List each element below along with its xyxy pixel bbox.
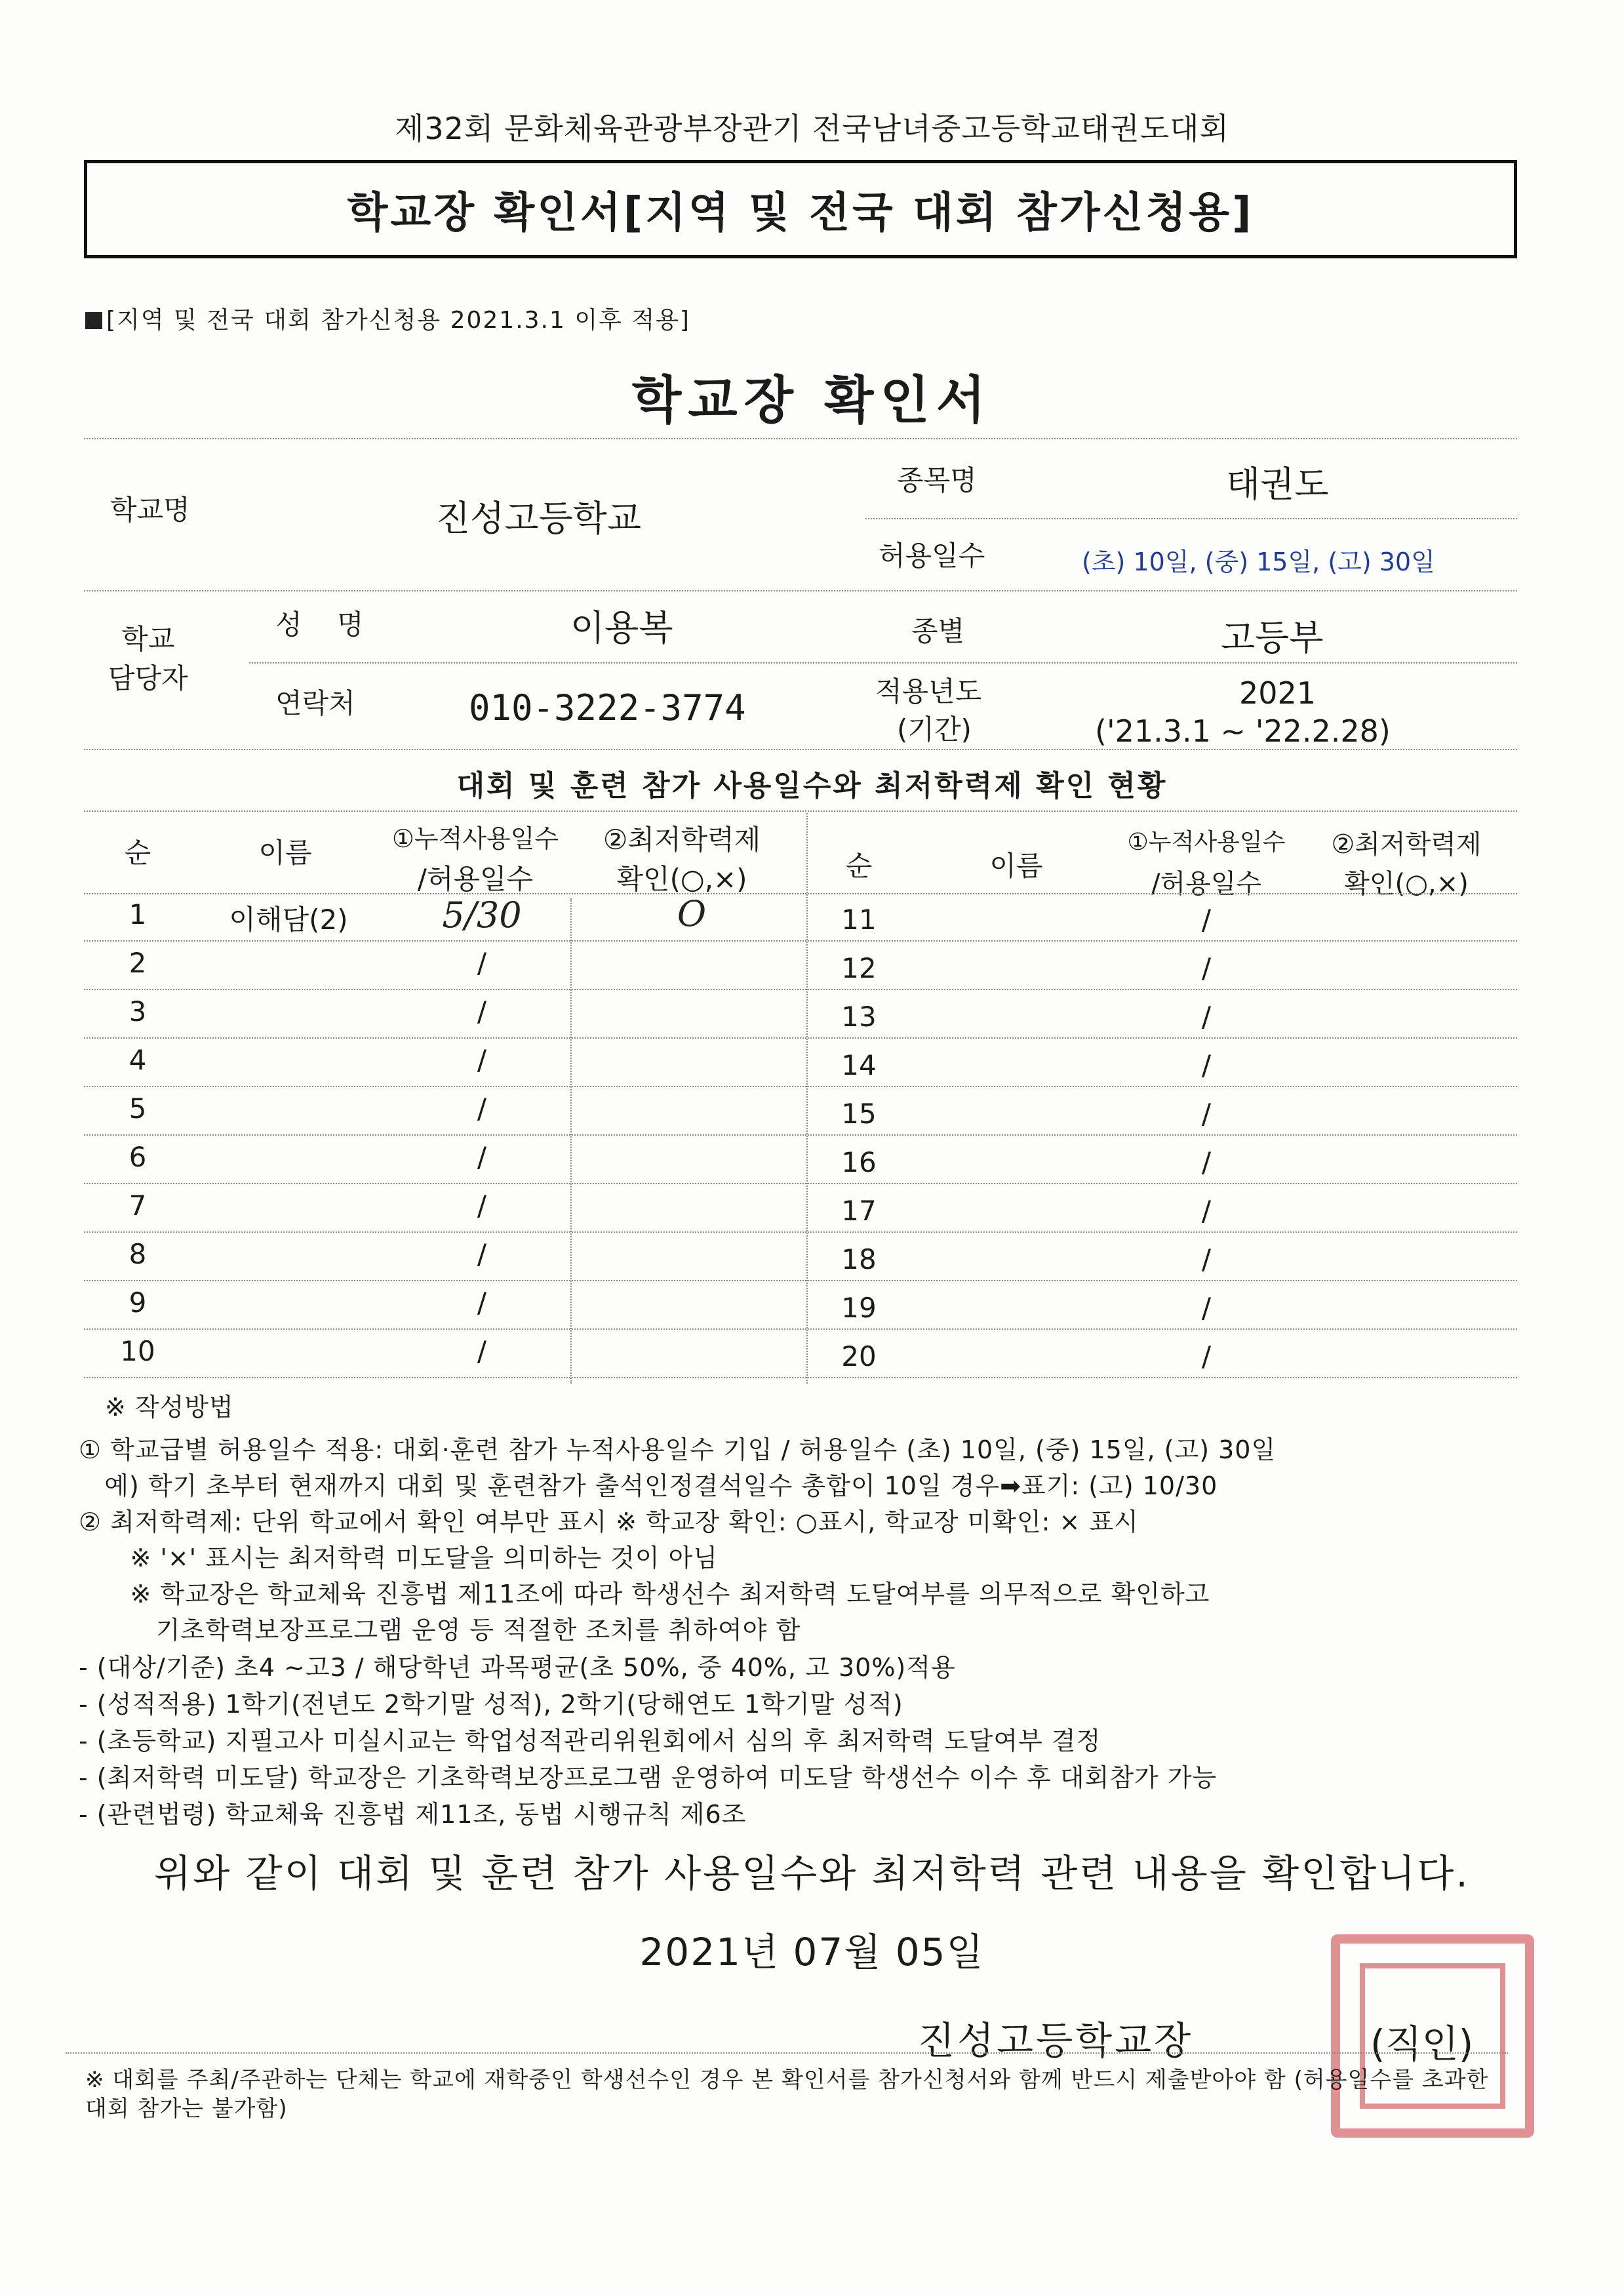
col-check-header: ②최저학력제 bbox=[1331, 829, 1482, 860]
name-value: 이용복 bbox=[570, 607, 673, 649]
row-number: 18 bbox=[841, 1243, 877, 1275]
instruction-line: - (최저학력 미도달) 학교장은 기초학력보장프로그램 운영하여 미도달 학생선수 이수 후 대회참가 가능 bbox=[79, 1763, 1218, 1792]
square-bullet-icon bbox=[85, 312, 102, 329]
row-divider bbox=[84, 1183, 1517, 1184]
row-days: / bbox=[477, 1189, 487, 1222]
sport-label: 종목명 bbox=[897, 464, 977, 496]
divider bbox=[84, 810, 1517, 812]
instruction-line: - (대상/기준) 초4 ~고3 / 해당학년 과목평균(초 50%, 중 40%, 고 30%)적용 bbox=[79, 1653, 956, 1682]
divider bbox=[66, 2052, 1508, 2054]
contact-label: 연락처 bbox=[275, 687, 355, 719]
row-divider bbox=[84, 940, 1517, 942]
year-value: 2021 bbox=[1239, 675, 1317, 711]
col-name-header: 이름 bbox=[989, 850, 1043, 882]
row-divider bbox=[84, 1377, 1517, 1378]
divider bbox=[84, 749, 1517, 750]
row-days: / bbox=[1201, 1001, 1212, 1033]
row-days: / bbox=[1201, 1146, 1212, 1178]
principal-name: 진성고등학교장 bbox=[918, 2018, 1194, 2063]
row-days: / bbox=[1201, 1292, 1212, 1324]
instruction-line: 기초학력보장프로그램 운영 등 적절한 조치를 취하여야 함 bbox=[79, 1616, 801, 1645]
table-title: 대회 및 훈련 참가 사용일수와 최저학력제 확인 현황 bbox=[456, 769, 1168, 803]
row-number: 20 bbox=[841, 1340, 877, 1372]
row-number: 16 bbox=[841, 1146, 877, 1178]
row-days: / bbox=[477, 1044, 487, 1076]
row-number: 6 bbox=[129, 1141, 147, 1173]
row-number: 17 bbox=[841, 1195, 877, 1227]
divider bbox=[84, 590, 1517, 591]
column-divider bbox=[806, 813, 808, 1384]
row-days: / bbox=[477, 1092, 487, 1125]
divider bbox=[84, 438, 1517, 439]
row-number: 11 bbox=[841, 904, 877, 936]
row-days: / bbox=[477, 1335, 487, 1367]
date: 2021년 07월 05일 bbox=[639, 1930, 985, 1974]
row-number: 4 bbox=[129, 1044, 147, 1076]
row-days: / bbox=[1201, 904, 1212, 936]
notice-text: [지역 및 전국 대회 참가신청용 2021.3.1 이후 적용] bbox=[106, 307, 690, 334]
confirmation-text: 위와 같이 대회 및 훈련 참가 사용일수와 최저학력 관련 내용을 확인합니다. bbox=[154, 1851, 1470, 1896]
instruction-line: - (관련법령) 학교체육 진흥법 제11조, 동법 시행규칙 제6조 bbox=[79, 1800, 747, 1829]
row-days: / bbox=[1201, 1243, 1212, 1275]
row-number: 12 bbox=[841, 952, 877, 984]
box-title: 학교장 확인서[지역 및 전국 대회 참가신청용] bbox=[84, 160, 1517, 258]
row-number: 10 bbox=[120, 1335, 155, 1367]
row-days: 5/30 bbox=[442, 894, 522, 936]
doc-title: 학교장 확인서 bbox=[631, 371, 993, 430]
header-divider bbox=[84, 893, 1517, 894]
row-number: 15 bbox=[841, 1098, 877, 1130]
col-check-header: ②최저학력제 bbox=[603, 824, 761, 856]
year-label-2: (기간) bbox=[897, 713, 972, 746]
contact-value: 010-3222-3774 bbox=[469, 687, 746, 728]
row-number: 5 bbox=[129, 1092, 147, 1125]
instructions-heading: ※ 작성방법 bbox=[105, 1393, 234, 1422]
row-check: O bbox=[677, 893, 707, 934]
row-days: / bbox=[1201, 1098, 1212, 1130]
row-divider bbox=[84, 989, 1517, 990]
row-days: / bbox=[477, 995, 487, 1028]
row-days: / bbox=[1201, 1049, 1212, 1081]
footer-note: ※ 대회를 주최/주관하는 단체는 학교에 재학중인 학생선수인 경우 본 확인서를 참가신청서와 함께 반드시 제출받아야 함 (허용일수를 초과한 대회 참가는 불가함) bbox=[85, 2067, 1489, 2122]
row-number: 8 bbox=[129, 1238, 147, 1270]
instruction-line: ※ '×' 표시는 최저학력 미도달을 의미하는 것이 아님 bbox=[79, 1544, 719, 1572]
school-label: 학교명 bbox=[110, 494, 190, 526]
row-divider bbox=[84, 1280, 1517, 1281]
row-divider bbox=[84, 1328, 1517, 1330]
row-divider bbox=[84, 1086, 1517, 1087]
row-days: / bbox=[477, 1141, 487, 1173]
instruction-line: 예) 학기 초부터 현재까지 대회 및 훈련참가 출석인정결석일수 총합이 10일 경우➡표기: (고) 10/30 bbox=[79, 1471, 1218, 1500]
category-value: 고등부 bbox=[1221, 617, 1324, 658]
row-days: / bbox=[1201, 1340, 1212, 1372]
col-check-header-2: 확인(○,×) bbox=[1344, 869, 1469, 899]
divider bbox=[865, 518, 1517, 519]
row-days: / bbox=[1201, 952, 1212, 984]
row-divider bbox=[84, 1231, 1517, 1233]
name-label: 성 명 bbox=[275, 609, 364, 641]
col-days-header: ①누적사용일수 bbox=[391, 824, 559, 853]
row-number: 9 bbox=[129, 1287, 147, 1319]
notice bbox=[85, 302, 690, 335]
col-days-header-2: /허용일수 bbox=[417, 863, 534, 895]
row-days: / bbox=[477, 947, 487, 979]
instruction-line: ② 최저학력제: 단위 학교에서 확인 여부만 표시 ※ 학교장 확인: ○표시, 학교장 미확인: × 표시 bbox=[79, 1507, 1139, 1536]
category-label: 종별 bbox=[911, 615, 965, 647]
instruction-line: ※ 학교장은 학교체육 진흥법 제11조에 따라 학생선수 최저학력 도달여부를 의무적으로 확인하고 bbox=[79, 1580, 1210, 1608]
row-number: 7 bbox=[129, 1189, 147, 1222]
row-days: / bbox=[1201, 1195, 1212, 1227]
col-name-header: 이름 bbox=[258, 837, 312, 869]
instruction-line: ① 학교급별 허용일수 적용: 대회·훈련 참가 누적사용일수 기입 / 허용일수 (초) 10일, (중) 15일, (고) 30일 bbox=[79, 1435, 1277, 1464]
school-value: 진성고등학교 bbox=[436, 498, 641, 539]
row-number: 14 bbox=[841, 1049, 877, 1081]
row-divider bbox=[84, 1134, 1517, 1136]
col-no-header: 순 bbox=[845, 850, 873, 882]
row-number: 3 bbox=[129, 995, 147, 1028]
col-days-header: ①누적사용일수 bbox=[1127, 829, 1286, 856]
event-title: 제32회 문화체육관광부장관기 전국남녀중고등학교태권도대회 bbox=[394, 111, 1230, 146]
manager-label: 학교 담당자 bbox=[108, 623, 188, 694]
col-no-header: 순 bbox=[124, 837, 151, 869]
seal-mark: (직인) bbox=[1370, 2022, 1474, 2066]
row-days: / bbox=[477, 1287, 487, 1319]
days-value: (초) 10일, (중) 15일, (고) 30일 bbox=[1082, 548, 1435, 576]
row-number: 1 bbox=[129, 898, 147, 930]
col-check-header-2: 확인(○,×) bbox=[616, 863, 747, 895]
row-number: 2 bbox=[129, 947, 147, 979]
col-days-header-2: /허용일수 bbox=[1151, 869, 1262, 899]
row-name: 이해담(2) bbox=[229, 904, 348, 936]
days-label: 허용일수 bbox=[879, 540, 985, 572]
year-period: ('21.3.1 ~ '22.2.28) bbox=[1095, 713, 1391, 749]
row-days: / bbox=[477, 1238, 487, 1270]
instruction-line: - (성적적용) 1학기(전년도 2학기말 성적), 2학기(당해연도 1학기말 성적) bbox=[79, 1690, 903, 1719]
instruction-line: - (초등학교) 지필고사 미실시교는 학업성적관리위원회에서 심의 후 최저학력 도달여부 결정 bbox=[79, 1726, 1101, 1755]
sport-value: 태권도 bbox=[1226, 464, 1329, 505]
row-number: 19 bbox=[841, 1292, 877, 1324]
year-label: 적용년도 bbox=[875, 675, 982, 708]
row-divider bbox=[84, 1037, 1517, 1039]
row-number: 13 bbox=[841, 1001, 877, 1033]
divider bbox=[249, 662, 1517, 664]
column-divider bbox=[570, 898, 572, 1384]
